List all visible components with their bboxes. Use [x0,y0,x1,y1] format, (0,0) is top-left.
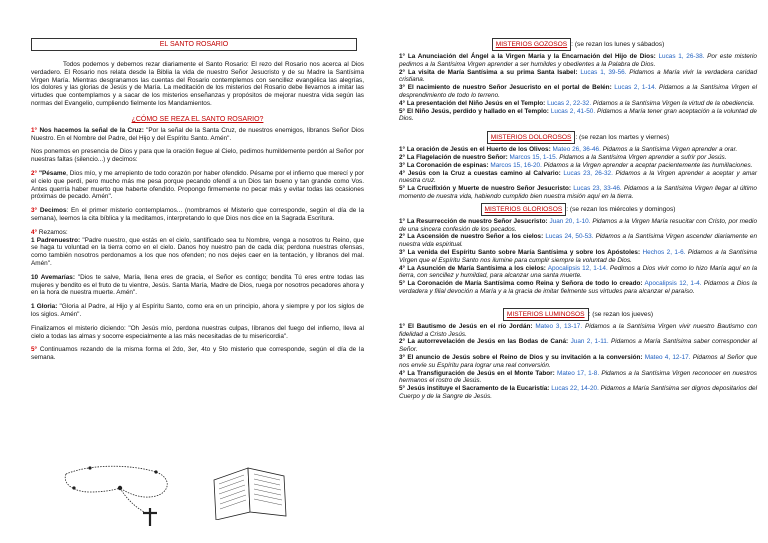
howto-heading: ¿CÓMO SE REZA EL SANTO ROSARIO? [131,115,264,123]
mystery-title: La Ascensión de nuestro Señor a los cielos: [407,233,544,241]
mystery-item [399,354,757,370]
mystery-item [399,218,757,234]
mystery-title: La Coronación de espinas: [406,161,489,169]
section-days: : (se rezan los miércoles y domingos) [566,205,676,213]
section-heading [399,203,757,214]
bible-reference[interactable]: Lucas 1, 26-38. [658,53,705,60]
mystery-number: 1° [399,146,406,154]
step-text: Rezamos: [37,228,68,236]
step-number: 3° [31,207,38,215]
mystery-number: 1° [399,53,406,60]
mystery-intention: Pidamos a la Santísima Virgen aprender a sufrir por Jesús. [559,153,727,161]
mystery-intention: Pidamos a Dios la verdadera y filial devoción a María y a la gracia de imitar fielmente sus virtudes para alcanzar el paraíso. [399,280,757,295]
mystery-title: Jesús con la Cruz a cuestas camino al Calvario: [407,169,561,177]
section-days: : (se rezan los martes y viernes) [575,134,670,142]
section-heading [399,308,757,319]
prayer-text: "Gloria al Padre, al Hijo y al Espíritu Santo, como era en un principio, ahora y siempre y por los siglos de los siglos. Amén". [31,303,364,318]
mystery-item [399,185,757,201]
mystery-intention: Pidamos a la Santísima Virgen reconocer en nuestros hermanos el rostro de Jesús. [399,369,757,385]
step-number: 2° [31,169,38,177]
rosary-illustration [60,462,180,530]
section-heading [399,38,757,49]
mystery-number: 2° [399,153,406,161]
mystery-title: La Transfiguración de Jesús en el Monte Tabor: [407,369,555,377]
step-label: Decimos [39,207,67,215]
bible-reference[interactable]: Lucas 23, 26-32. [563,169,613,177]
mystery-title: La Coronación de María Santísima como Reina y Señora de todo lo creado: [407,280,643,288]
bible-reference[interactable]: Apocalipsis 12, 1-14. [547,264,608,272]
mystery-title: La visita de María Santísima a su prima Santa Isabel: [407,68,578,76]
mystery-item [399,233,757,249]
document-title: EL SANTO ROSARIO [31,38,357,51]
mystery-number: 2° [399,68,406,76]
step-text: , Dios mío, y me arrepiento de todo corazón por haber ofendido. Pésame por el infierno que merecí y por el cielo que perdí, pero mucho más me pesa porque pecando ofendí a un Dios tan bueno y tan grande como Vos. Antes querría haber muerto que haberte ofendido. Propongo firmemente no pecar más y evitar todas las ocasiones próximas de pecado. Amén". [31,169,364,201]
mystery-intention: Pidamos a la Santísima Virgen la virtud de la obediencia. [592,99,755,107]
mystery-intention: Pidamos a María tener gran aceptación a la voluntad de Dios. [399,107,757,123]
section-heading [399,131,757,142]
mystery-section [399,38,757,123]
mystery-number: 3° [399,248,406,256]
mystery-intention: Por este misterio pedimos a la Santísima Virgen aprender a ser humildes y obedientes a la Palabra de Dios. [399,53,757,68]
mystery-number: 5° [399,280,406,288]
step-text: "Por la señal de la Santa Cruz, de nuestros enemigos, líbranos Señor Dios Nuestro. En el Nombre del Padre, del Hijo y del Espíritu Santo. Amén". [31,126,364,142]
mystery-title: El anuncio de Jesús sobre el Reino de Dios y su invitación a la conversión: [407,353,643,361]
mystery-number: 5° [399,107,406,115]
mystery-number: 4° [399,99,406,107]
mystery-title: El Bautismo de Jesús en el río Jordán: [407,322,533,330]
mystery-title: La Crucifixión y Muerte de nuestro Señor Jesucristo: [407,185,572,193]
right-column [384,0,768,401]
prayer-text: "Padre nuestro, que estás en el cielo, santificado sea tu Nombre, venga a nosotros tu Reino, que se haga tu voluntad en la tierra como en el cielo. Danos hoy nuestro pan de cada día; perdona nuestras ofensas, como también nosotros perdonamos a los que nos ofenden; no nos dejes caer en la tentación, y líbranos del mal. Amén". [31,236,364,267]
prayer-gloria [31,303,364,319]
mystery-item [399,385,757,401]
mystery-item [399,280,757,296]
mystery-item [399,249,757,265]
left-column [0,0,384,362]
prayer-avemaria [31,274,364,297]
mystery-title: La Flagelación de nuestro Señor: [406,153,508,161]
mystery-intention: Pidamos a María Santísima ser dignos depositarios del Cuerpo y de la Sangre de Jesús. [399,385,758,400]
bible-reference[interactable]: Lucas 1, 39-56. [580,68,627,76]
step-1b: Nos ponemos en presencia de Dios y para que la oración llegue al Cielo, pedimos humildemente perdón al Señor por nuestras faltas (silencio...) y decimos: [31,148,364,164]
mystery-item [399,323,757,339]
prayer-padrenuestro [31,237,364,268]
section-days: : (se rezan los lunes y sábados) [571,41,665,48]
mystery-intention: Pidamos a la Santísima Virgen aprender a orar. [602,146,738,154]
mystery-intention: Pidamos a la Virgen aprender a aceptar pacientemente las humillaciones. [543,161,753,169]
prayer-label: 1 Padrenuestro: [31,236,81,244]
mystery-intention: Pidamos al Señor que nos envíe su Espíritu para lograr una real conversión. [399,353,757,369]
mystery-item [399,146,757,154]
mystery-intention: Pidamos a la Santísima Virgen el desprendimiento de todo lo terreno. [399,84,757,99]
bible-reference[interactable]: Mateo 4, 12-17. [644,353,691,361]
bible-reference[interactable]: Lucas 2, 1-14. [614,84,657,92]
mystery-title: La oración de Jesús en el Huerto de los Olivos: [406,146,551,154]
mystery-item [399,108,757,124]
mystery-title: El Niño Jesús, perdido y hallado en el Templo: [407,107,549,115]
mystery-title: Jesús instituye el Sacramento de la Eucaristía: [406,385,550,393]
bible-reference[interactable]: Lucas 23, 33-46. [573,185,622,193]
bible-reference[interactable]: Lucas 24, 50-53. [545,233,594,241]
step-3 [31,207,364,223]
mystery-title: La venida del Espíritu Santo sobre María Santísima y sobre los Apóstoles: [407,248,641,256]
mystery-section [399,131,757,201]
mystery-intention: Pidamos a la Santísima Virgen llegar al último momento de nuestra vida, habiendo cumplido bien nuestra misión aquí en la tierra. [399,185,757,200]
mystery-number: 1° [399,217,406,225]
mystery-title: La Resurrección de nuestro Señor Jesucristo: [406,217,548,225]
mystery-title: La Anunciación del Ángel a la Virgen María y la Encarnación del Hijo de Dios: [407,53,656,60]
final-prayer: Finalizamos el misterio diciendo: "Oh Jesús mío, perdona nuestras culpas, líbranos del fuego del infierno, lleva al cielo a todas las almas y socorre especialmente a las más necesitadas de tu misericordia". [31,324,364,340]
mystery-item [399,84,757,100]
mystery-title: El nacimiento de nuestro Señor Jesucristo en el portal de Belén: [407,84,612,92]
mystery-item [399,162,757,170]
mystery-number: 2° [399,233,406,241]
mystery-intention: Pidamos a la Santísima Virgen que el Espíritu Santo nos ilumine para cumplir siempre la voluntad de Dios. [399,248,757,264]
mystery-number: 1° [399,322,406,330]
step-number: 4° [31,228,38,236]
mystery-number: 3° [399,161,406,169]
mystery-section [399,308,757,401]
section-title: MISTERIOS GOZOSOS [492,38,571,51]
bible-reference[interactable]: Hechos 2, 1-6. [642,248,686,256]
mystery-title: La autorrevelación de Jesús en las Bodas de Caná: [407,338,569,346]
mystery-intention: Pedimos a Dios vivir como lo hizo María aquí en la tierra, con sencillez y humildad, para alcanzar una santa muerte. [399,264,757,280]
open-bible-illustration [210,460,290,520]
bible-reference[interactable]: Juan 20, 1-10. [549,217,591,225]
prayer-label: 10 Avemarías: [31,273,75,281]
bible-reference[interactable]: Marcos 15, 16-20. [490,161,542,169]
section-days: : (se rezan los jueves) [588,310,654,318]
mystery-number: 3° [399,84,406,92]
mystery-number: 5° [399,185,406,193]
prayer-label: 1 Gloria: [31,303,58,311]
mystery-number: 3° [399,353,406,361]
step-1 [31,127,364,143]
mystery-intention: Pidamos a la Santísima Virgen vivir nuestro Bautismo con fidelidad a Cristo Jesús. [399,322,758,338]
step-2 [31,170,364,201]
section-title: MISTERIOS DOLOROSOS [487,131,576,144]
bible-reference[interactable]: Lucas 2, 41-50. [550,107,596,115]
mystery-item [399,370,757,386]
mystery-item [399,170,757,186]
bible-reference[interactable]: Mateo 26, 36-46. [552,146,601,154]
bible-reference[interactable]: Apocalipsis 12, 1-4. [644,280,702,288]
mystery-title: La presentación del Niño Jesús en el Templo: [406,99,546,107]
mystery-number: 4° [399,169,406,177]
bible-reference[interactable]: Mateo 17, 1-8. [557,369,600,377]
prayer-text: "Dios te salve, María, llena eres de gracia, el Señor es contigo; bendita Tú eres entre todas las mujeres y bendito es el fruto de tu vientre, Jesús. Santa María, Madre de Dios, ruega por nosotros pecadores ahora y en la hora de nuestra muerte. Amén". [31,273,364,297]
mystery-item [399,69,757,85]
mystery-number: 5° [399,385,406,393]
section-title: MISTERIOS LUMINOSOS [503,308,589,321]
intro-paragraph: Todos podemos y debemos rezar diariamente el Santo Rosario: El rezo del Rosario nos acerca al Dios verdadero. El Rosario nos relata desde la Biblia la vida de nuestro Señor Jesucristo y de su Madre la Santísima Virgen María. Mientras desgranamos las cuentas del Rosario contemplemos con sencillez evangélica las alegrías, los dolores y las glorias de Jesús y de María. La meditación de los misterios del Rosario debe llevarnos a imitar las virtudes que contemplamos y a sacar de los misterios enseñanzas y propósitos de mejorar nuestra vida según las normas del Evangelio, cumpliendo fielmente los Mandamientos. [31,61,364,107]
step-4 [31,229,364,237]
mystery-number: 4° [399,369,406,377]
mystery-intention: Pidamos a la Virgen aprender a aceptar y amar nuestra cruz. [399,169,757,185]
mystery-intention: Pidamos a la Virgen María resucitar con Cristo, por medio de una sincera confesión de los pecados. [399,217,758,233]
mystery-intention: Pidamos a María Santísima saber corresponder al Señor. [399,338,757,354]
mystery-item [399,265,757,281]
step-text: : En el primer misterio contemplamos... (nombramos el Misterio que corresponde, según el día de la semana), leemos la cita bíblica y la meditamos, interpretando lo que Dios nos dice en la Sagrada Escritura. [31,207,365,222]
mystery-item [399,53,757,69]
step-number: 5° [31,346,38,354]
mystery-section [399,203,757,296]
step-number: 1° [31,126,38,134]
step-5 [31,346,364,362]
bible-reference[interactable]: Lucas 2, 22-32. [547,99,592,107]
step-text: Continuamos rezando de la misma forma el 2do, 3er, 4to y 5to misterio que corresponde, según el día de la semana. [31,346,364,362]
mystery-item [399,338,757,354]
bible-reference[interactable]: Lucas 22, 14-20. [551,385,599,393]
mystery-item [399,154,757,162]
section-title: MISTERIOS GLORIOSOS [481,203,567,216]
mystery-title: La Asunción de María Santísima a los cielos: [407,264,546,272]
bible-reference[interactable]: Mateo 3, 13-17. [535,322,583,330]
bible-reference[interactable]: Marcos 15, 1-15. [509,153,558,161]
mystery-item [399,100,757,108]
step-label: "Pésame [38,169,67,177]
step-label: Nos hacemos la señal de la Cruz: [39,126,144,134]
bible-reference[interactable]: Juan 2, 1-11. [570,338,609,346]
mystery-number: 4° [399,264,406,272]
mystery-intention: Pidamos a María vivir la verdadera caridad cristiana. [399,68,758,84]
mystery-number: 2° [399,338,406,346]
mystery-intention: Pidamos a la Santísima Virgen ascender diariamente en nuestra vida espiritual. [399,233,758,249]
